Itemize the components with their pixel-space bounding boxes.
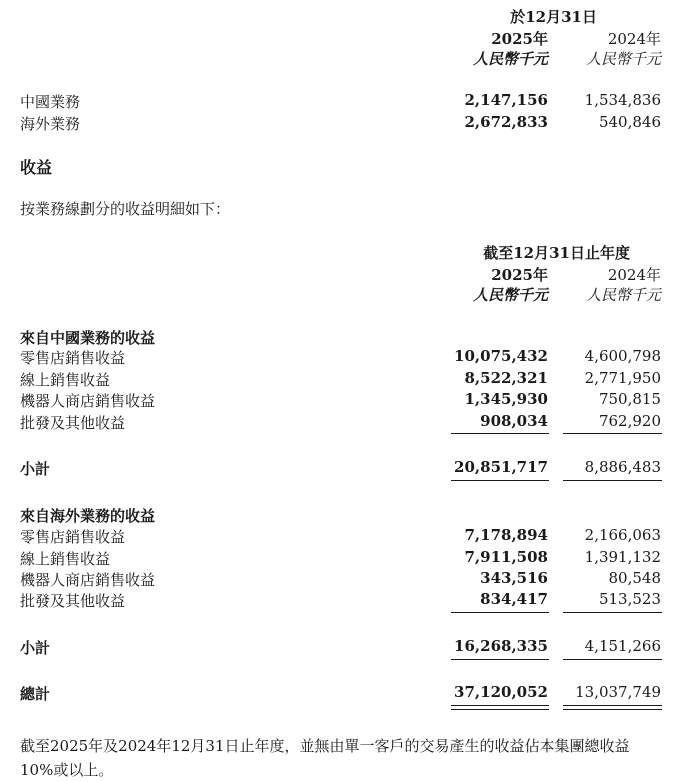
top-col-2025-header: 2025年 (491, 30, 548, 48)
china-subtotal-underline-2025 (451, 480, 549, 481)
china-heading: 來自中國業務的收益 (20, 329, 156, 347)
overseas-subtotal-underline-2025 (451, 659, 549, 660)
top-row-value-2024: 540,846 (598, 113, 661, 131)
overseas-heading: 來自海外業務的收益 (20, 507, 156, 525)
overseas-row-value-2024: 1,391,132 (584, 548, 661, 566)
revenue-unit-2024: 人民幣千元 (585, 286, 661, 304)
total-double-rule-2025 (451, 705, 549, 706)
china-row-value-2025: 908,034 (480, 412, 548, 430)
overseas-row-value-2025: 834,417 (480, 590, 548, 608)
overseas-row-value-2025: 7,178,894 (464, 526, 548, 544)
overseas-row-value-2024: 80,548 (608, 569, 661, 587)
top-unit-2025: 人民幣千元 (472, 50, 548, 68)
overseas-row-label: 零售店銷售收益 (20, 528, 126, 546)
top-period-header: 於12月31日 (510, 8, 597, 26)
china-row-value-2024: 2,771,950 (584, 369, 661, 387)
overseas-subtotal-label: 小計 (20, 639, 51, 657)
section-intro: 按業務線劃分的收益明細如下： (20, 200, 231, 218)
china-row-value-2025: 10,075,432 (454, 347, 548, 365)
china-subtotal-2025: 20,851,717 (454, 458, 548, 476)
china-row-value-2024: 4,600,798 (584, 347, 661, 365)
china-row-label: 機器人商店銷售收益 (20, 392, 156, 410)
china-subtotal-2024: 8,886,483 (584, 458, 661, 476)
overseas-subtotal-underline-2024 (563, 659, 662, 660)
overseas-row-label: 線上銷售收益 (20, 550, 111, 568)
top-unit-2024: 人民幣千元 (585, 50, 661, 68)
total-2025: 37,120,052 (454, 683, 548, 701)
total-label: 總計 (20, 685, 51, 703)
revenue-period-header: 截至12月31日止年度 (483, 244, 630, 262)
revenue-col-2024-header: 2024年 (607, 266, 661, 284)
overseas-subtotal-2025: 16,268,335 (454, 637, 548, 655)
china-row-label: 批發及其他收益 (20, 414, 126, 432)
overseas-subtotal-rule-2024 (563, 612, 662, 613)
revenue-col-2025-header: 2025年 (491, 266, 548, 284)
overseas-subtotal-rule-2025 (451, 612, 549, 613)
top-row-value-2025: 2,147,156 (464, 91, 548, 109)
top-row-label: 中國業務 (20, 93, 81, 111)
total-double-rule-2025 (451, 709, 549, 710)
china-subtotal-rule-2025 (451, 433, 549, 434)
china-subtotal-rule-2024 (563, 433, 662, 434)
footnote: 截至2025年及2024年12月31日止年度，並無由單一客戶的交易產生的收益佔本集團總收益10%或以上。 (20, 737, 630, 779)
china-row-label: 零售店銷售收益 (20, 349, 126, 367)
china-row-value-2025: 1,345,930 (464, 390, 548, 408)
china-subtotal-label: 小計 (20, 460, 51, 478)
total-double-rule-2024 (563, 709, 662, 710)
overseas-subtotal-2024: 4,151,266 (584, 637, 661, 655)
revenue-unit-2025: 人民幣千元 (472, 286, 548, 304)
china-row-value-2024: 750,815 (598, 390, 661, 408)
top-row-label: 海外業務 (20, 115, 81, 133)
total-2024: 13,037,749 (575, 683, 661, 701)
overseas-row-value-2024: 513,523 (598, 590, 661, 608)
china-subtotal-underline-2024 (563, 480, 662, 481)
overseas-row-label: 機器人商店銷售收益 (20, 571, 156, 589)
top-row-value-2025: 2,672,833 (464, 113, 548, 131)
china-row-label: 線上銷售收益 (20, 371, 111, 389)
overseas-row-value-2025: 343,516 (480, 569, 548, 587)
top-col-2024-header: 2024年 (607, 30, 661, 48)
section-title: 收益 (20, 158, 53, 177)
overseas-row-label: 批發及其他收益 (20, 592, 126, 610)
overseas-row-value-2024: 2,166,063 (584, 526, 661, 544)
china-row-value-2025: 8,522,321 (464, 369, 548, 387)
top-row-value-2024: 1,534,836 (584, 91, 661, 109)
china-row-value-2024: 762,920 (598, 412, 661, 430)
total-double-rule-2024 (563, 705, 662, 706)
overseas-row-value-2025: 7,911,508 (464, 548, 548, 566)
